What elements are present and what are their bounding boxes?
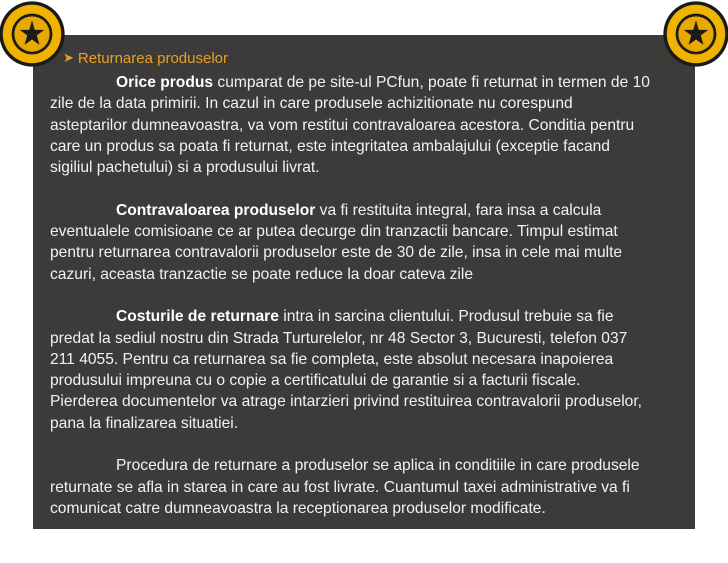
watermark-seal-right	[662, 0, 728, 68]
paragraph-text: Procedura de returnare a produselor se aplica in conditiile in care produsele returnate se afla in starea in care au fost livrate. Cuantumul taxei administrative va fi comunicat catre dumneavoastra la receptionarea produselor modificate.	[50, 457, 640, 517]
paragraph-lead: Costurile de returnare	[116, 308, 279, 326]
paragraph-procedure	[50, 455, 650, 519]
paragraph-text: cumparat de pe site-ul PCfun, poate fi returnat in termen de 10 zile de la data primirii. In cazul in care produsele achizitionate nu corespund asteptarilor dumneavoastra, va vom restitui contravaloarea acestora. Conditia pentru care un produs sa poata fi returnat, este integritatea ambalajului (exceptie facand sigiliul pachetului) si a produsului livrat.	[50, 74, 650, 177]
watermark-seal-left	[0, 0, 66, 68]
paragraph-return-costs	[50, 306, 650, 434]
paragraph-lead: Orice produs	[116, 74, 214, 91]
paragraph-return-policy	[50, 72, 650, 178]
arrow-bullet-icon: ➤	[63, 50, 74, 65]
paragraph-text: intra in sarcina clientului. Produsul trebuie sa fie predat la sediul nostru din Strada Turturelelor, nr 48 Sector 3, Bucuresti, telefon 037 211 4055. Pentru ca returnarea sa fie completa, este absolut necesara inapoierea produsului impreuna cu o copie a certificatului de garantie si a facturii fiscale. Pierderea documentelor va atrage intarzieri privind restituirea contravalorii produselor, pana la finalizarea situatiei.	[50, 308, 642, 432]
section-title: Returnarea produselor	[77, 49, 228, 67]
paragraph-lead: Contravaloarea produselor	[116, 201, 316, 219]
section-header	[63, 48, 228, 68]
document-body	[50, 72, 650, 541]
paragraph-text: va fi restituita integral, fara insa a calcula eventualele comisioane ce ar putea decurge din tranzactii bancare. Timpul estimat pentru returnarea contravalorii produselor este de 30 de zile, insa in cele mai multe cazuri, aceasta tranzactie se poate reduce la doar cateva zile	[50, 201, 623, 283]
paragraph-refund	[50, 200, 650, 285]
